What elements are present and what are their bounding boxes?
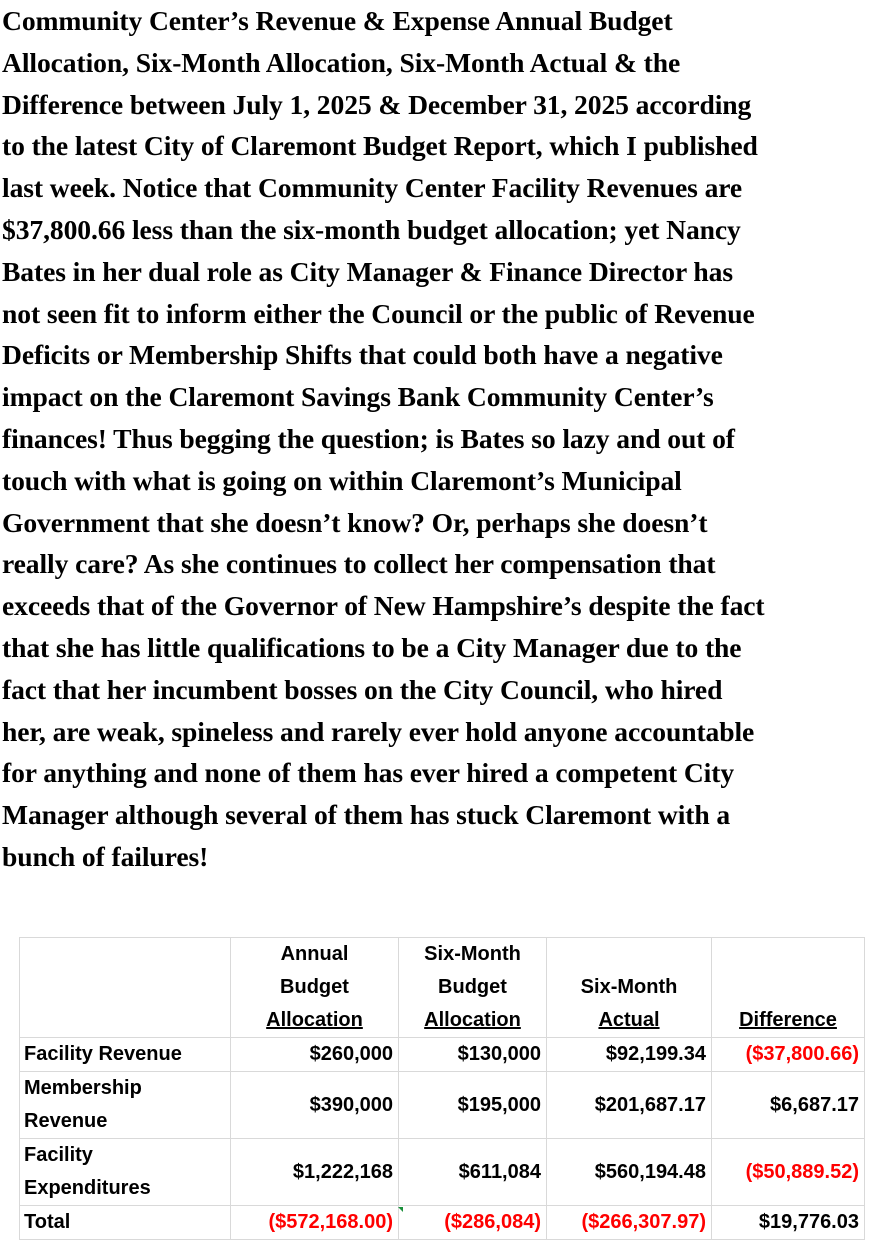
article-line: exceeds that of the Governor of New Hampshire’s despite the fact [2, 590, 765, 622]
cell-six-month-budget: $611,084 [399, 1139, 547, 1206]
cell-annual-budget: $260,000 [231, 1038, 399, 1072]
cell-annual-budget: $1,222,168 [231, 1139, 399, 1206]
cell-difference: ($50,889.52) [712, 1139, 865, 1206]
header-annual-budget-allocation: Annual Budget Allocation [231, 938, 399, 1038]
header-six-month-budget-allocation: Six-Month Budget Allocation [399, 938, 547, 1038]
header-six-month-actual: Six-Month Actual [547, 938, 712, 1038]
table-row [20, 1038, 865, 1072]
row-label: Facility Expenditures [20, 1139, 231, 1206]
article-line: fact that her incumbent bosses on the City Council, who hired [2, 673, 723, 705]
article-text [2, 0, 880, 878]
article-line: not seen fit to inform either the Council or the public of Revenue [2, 297, 755, 329]
header-difference: Difference [712, 938, 865, 1038]
row-label: Membership Revenue [20, 1072, 231, 1139]
article-line: touch with what is going on within Claremont’s Municipal [2, 464, 682, 496]
cell-difference: $19,776.03 [712, 1206, 865, 1240]
article-line: $37,800.66 less than the six-month budget allocation; yet Nancy [2, 213, 741, 245]
table-header-row [20, 938, 865, 1038]
cell-annual-budget: $390,000 [231, 1072, 399, 1139]
cell-difference: $6,687.17 [712, 1072, 865, 1139]
article-line: for anything and none of them has ever hired a competent City [2, 757, 735, 789]
cell-six-month-actual: $560,194.48 [547, 1139, 712, 1206]
article-line: really care? As she continues to collect her compensation that [2, 548, 716, 580]
cell-six-month-actual: $201,687.17 [547, 1072, 712, 1139]
article-line: impact on the Claremont Savings Bank Community Center’s [2, 381, 714, 413]
table-row [20, 1072, 865, 1139]
article-line: Bates in her dual role as City Manager & Finance Director has [2, 255, 733, 287]
cell-six-month-budget: ($286,084) [399, 1206, 547, 1240]
cell-six-month-actual: ($266,307.97) [547, 1206, 712, 1240]
article-line: finances! Thus begging the question; is Bates so lazy and out of [2, 422, 735, 454]
table-row [20, 1139, 865, 1206]
header-label-column [20, 938, 231, 1038]
cell-annual-budget: ($572,168.00) [231, 1206, 399, 1240]
article-line: Community Center’s Revenue & Expense Annual Budget [2, 5, 673, 36]
cell-comment-marker [398, 1207, 403, 1212]
article-line: her, are weak, spineless and rarely ever hold anyone accountable [2, 715, 755, 747]
article-line: Deficits or Membership Shifts that could both have a negative [2, 339, 723, 371]
article-line: Difference between July 1, 2025 & December 31, 2025 according [2, 88, 752, 120]
article-line: Government that she doesn’t know? Or, perhaps she doesn’t [2, 506, 708, 538]
cell-difference: ($37,800.66) [712, 1038, 865, 1072]
article-line: Allocation, Six-Month Allocation, Six-Month Actual & the [2, 46, 681, 78]
article-line: to the latest City of Claremont Budget Report, which I published [2, 130, 758, 162]
cell-six-month-actual: $92,199.34 [547, 1038, 712, 1072]
row-label: Facility Revenue [20, 1038, 231, 1072]
article-line: bunch of failures! [2, 840, 209, 872]
budget-table [19, 937, 865, 1240]
table-row-total [20, 1206, 865, 1240]
article-line: that she has little qualifications to be a City Manager due to the [2, 631, 742, 663]
cell-six-month-budget: $195,000 [399, 1072, 547, 1139]
article-line: last week. Notice that Community Center Facility Revenues are [2, 172, 743, 204]
row-label: Total [20, 1206, 231, 1240]
article-line: Manager although several of them has stuck Claremont with a [2, 799, 731, 831]
cell-six-month-budget: $130,000 [399, 1038, 547, 1072]
